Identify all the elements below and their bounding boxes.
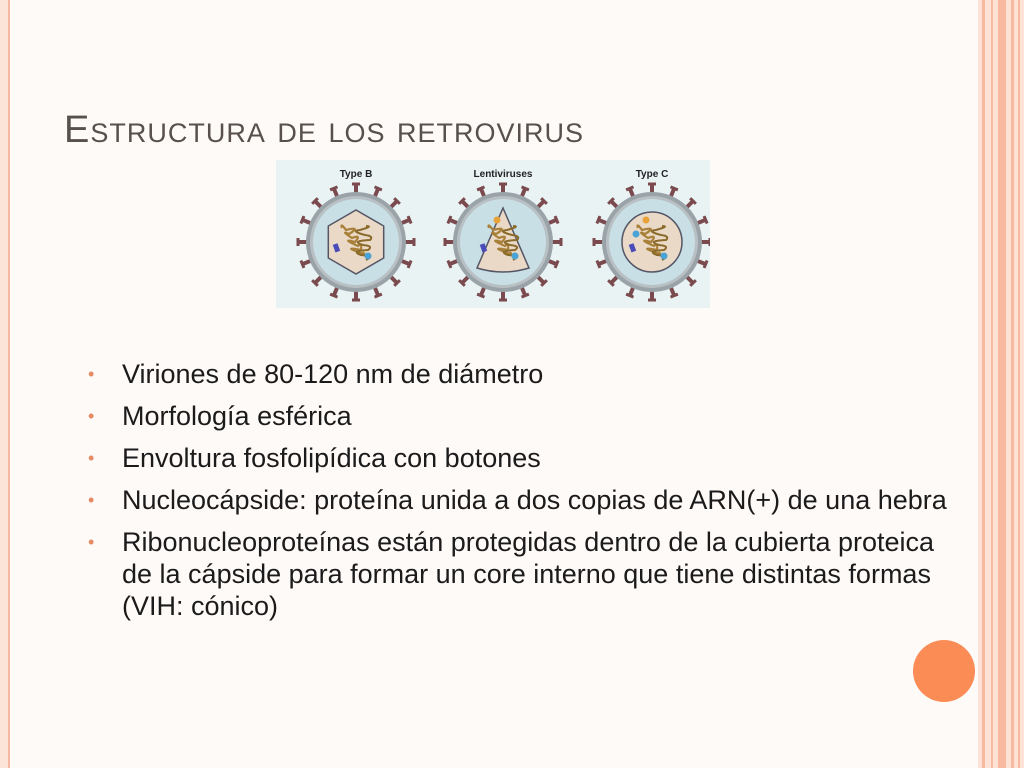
virus-particle — [298, 184, 414, 300]
bullet-item — [88, 526, 958, 622]
bullet-text: Morfología esférica — [122, 401, 352, 431]
slide-title: Estructura de los retrovirus — [64, 109, 585, 151]
enzyme-dot — [661, 253, 668, 260]
enzyme-dot — [643, 217, 650, 224]
bullet-text: Ribonucleoproteínas están protegidas dentro de la cubierta proteica de la cápside para formar un core interno que tiene distintas formas (VIH: cónico) — [122, 527, 935, 621]
bullet-item — [88, 358, 958, 390]
decorative-orange-circle — [913, 640, 975, 702]
bullet-text: Envoltura fosfolipídica con botones — [122, 443, 541, 473]
bullet-marker: • — [88, 532, 95, 552]
figure-label-type-b: Type B — [339, 169, 373, 180]
enzyme-dot — [365, 253, 372, 260]
bullet-item — [88, 484, 958, 516]
enzyme-dot — [494, 217, 501, 224]
retrovirus-figure — [276, 160, 710, 308]
bullet-marker: • — [88, 448, 95, 468]
left-decorative-border — [0, 0, 10, 768]
virus-particle — [445, 184, 561, 300]
figure-label-type-c: Type C — [635, 169, 669, 180]
figure-label-lentiviruses: Lentiviruses — [473, 169, 533, 180]
bullet-item — [88, 442, 958, 474]
right-decorative-stripes — [978, 0, 1024, 768]
virus-diagram — [276, 160, 710, 308]
bullet-text: Nucleocápside: proteína unida a dos copias de ARN(+) de una hebra — [122, 485, 947, 515]
bullet-text: Viriones de 80-120 nm de diámetro — [122, 359, 544, 389]
bullet-marker: • — [88, 364, 95, 384]
bullet-item — [88, 400, 958, 432]
enzyme-dot — [633, 231, 640, 238]
bullet-marker: • — [88, 490, 95, 510]
bullet-marker: • — [88, 406, 95, 426]
bullet-list — [88, 358, 958, 632]
enzyme-dot — [512, 253, 519, 260]
virus-particle — [594, 184, 710, 300]
